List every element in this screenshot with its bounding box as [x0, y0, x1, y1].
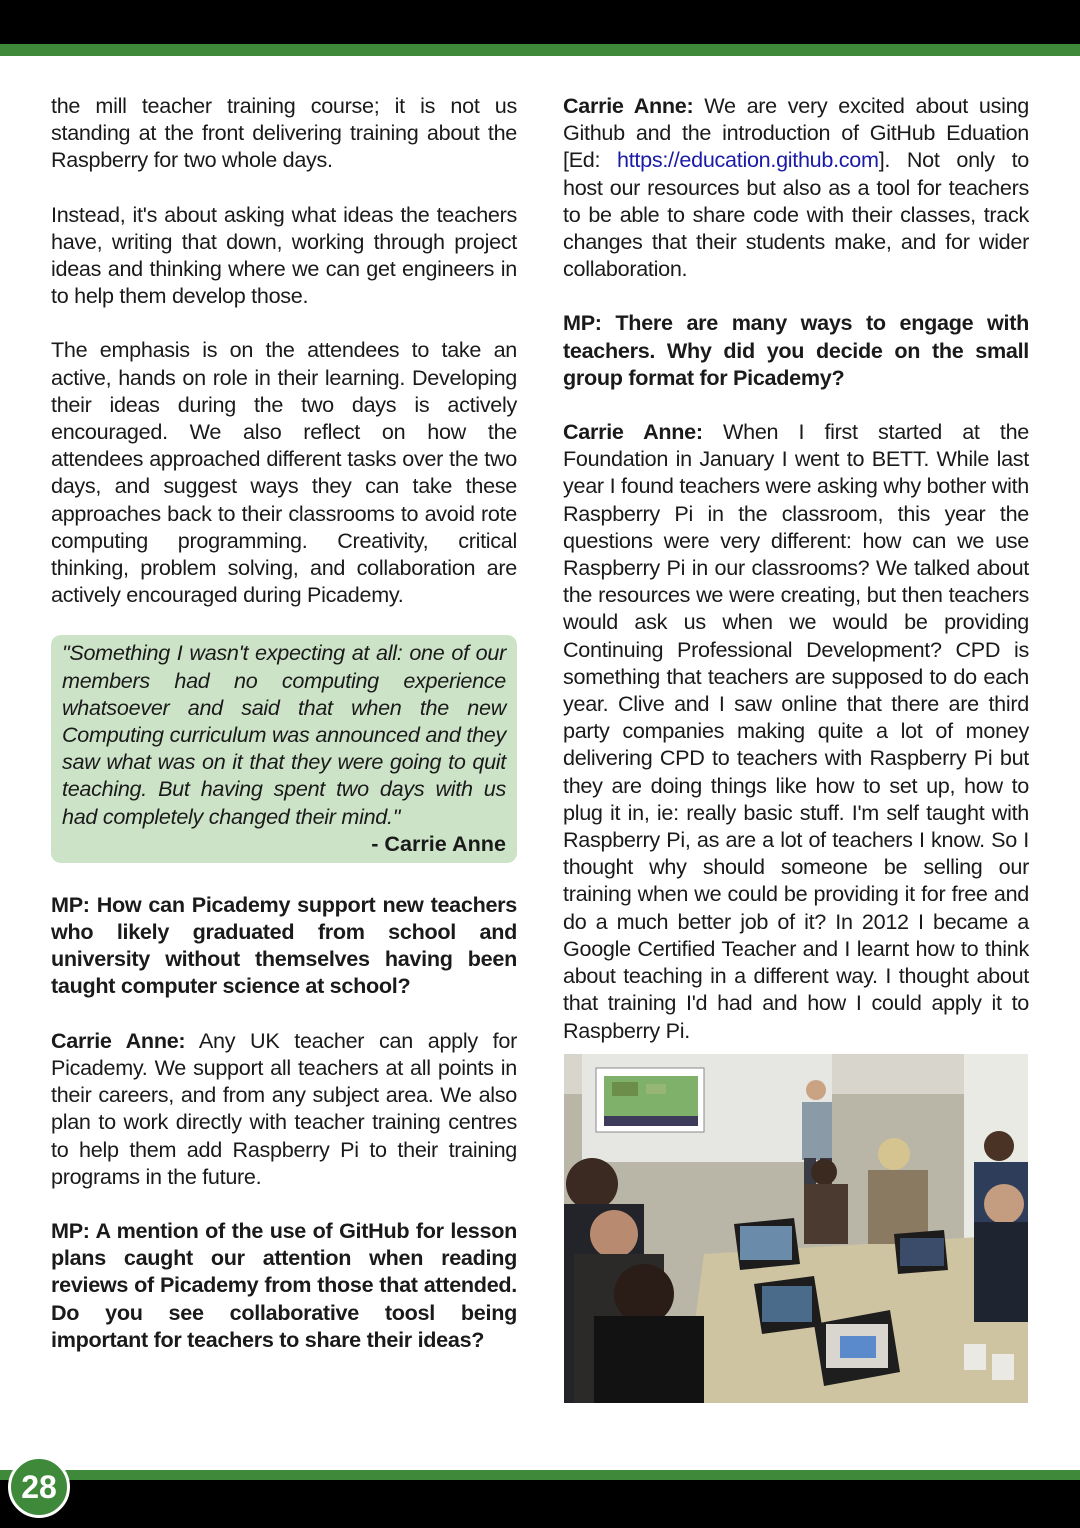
paragraph: Instead, it's about asking what ideas the teachers have, writing that down, working through project ideas and thinking where we can get engineers in to help them develop those. [51, 201, 517, 309]
left-column [51, 92, 517, 1380]
interview-question: MP: A mention of the use of GitHub for lesson plans caught our attention when reading reviews of Picademy from those that attended. Do you see collaborative toosl being important for teachers to share their ideas? [51, 1217, 517, 1352]
speaker-name: Carrie Anne: [563, 93, 694, 118]
picademy-workshop-photo [564, 1054, 1028, 1403]
interview-answer [51, 1027, 517, 1190]
interview-answer [563, 418, 1029, 1044]
workshop-photo-illustration [564, 1054, 1028, 1403]
answer-text: Any UK teacher can apply for Picademy. We support all teachers at all points in their careers, and from any subject area. We also plan to work directly with teacher training centres to help them add Raspberry Pi to their training programs in the future. [51, 1027, 517, 1189]
header-bar [0, 0, 1080, 44]
interview-question: MP: There are many ways to engage with teachers. Why did you decide on the small group format for Picademy? [563, 310, 1029, 390]
right-column [563, 92, 1029, 1071]
pull-quote [51, 635, 517, 862]
quote-text: "Something I wasn't expecting at all: one of our members had no computing experience whatsoever and said that when the new Computing curriculum was announced and they saw what was on it that they were going to quit teaching. But having spent two days with us had completely changed their mind." [62, 640, 506, 829]
header-green-stripe [0, 44, 1080, 56]
quote-attribution: - Carrie Anne [371, 830, 506, 856]
interview-question: MP: How can Picademy support new teachers who likely graduated from school and university without themselves having been taught computer science at school? [51, 891, 517, 999]
speaker-name: Carrie Anne: [563, 419, 703, 445]
page-number-badge: 28 [8, 1456, 70, 1518]
speaker-name: Carrie Anne: [51, 1027, 186, 1053]
answer-text: We are very excited about using Github and the introduction of GitHub Eduation [Ed: [563, 93, 1029, 173]
answer-text: ]. Not only to host our resources but also as a tool for teachers to be able to share code with their classes, track changes that their students make, and for wider collaboration. [563, 147, 1029, 282]
paragraph: The emphasis is on the attendees to take an active, hands on role in their learning. Developing their ideas during the two days is actively encouraged. We also reflect on how the attendees approached different tasks over the two days, and suggest ways they can take these approaches back to their classrooms to avoid rote computing programming. Creativity, critical thinking, problem solving, and collaboration are actively encouraged during Picademy. [51, 337, 517, 608]
footer-bar [0, 1480, 1080, 1528]
footer-green-stripe [0, 1470, 1080, 1480]
paragraph: the mill teacher training course; it is not us standing at the front delivering training about the Raspberry for two whole days. [51, 93, 517, 173]
interview-answer [563, 92, 1029, 282]
github-education-link[interactable]: https://education.github.com [617, 147, 879, 173]
answer-text: When I first started at the Foundation in January I went to BETT. While last year I found teachers were asking why bother with Raspberry Pi in the classroom, this year the questions were very different: how can we use Raspberry Pi in our classrooms? We talked about the resources we were creating, but then teachers would ask us when we would be providing Continuing Professional Development? CPD is something that teachers are supposed to do each year. Clive and I saw online that there are third party companies making quite a lot of money delivering CPD to teachers with Raspberry Pi but they are doing things like how to set up, how to plug it in, ie: really basic stuff. I'm self taught with Raspberry Pi, as are a lot of teachers I know. So I thought why should someone be selling our training when we could be providing it for free and do a much better job of it? In 2012 I became a Google Certified Teacher and I learnt how to think about teaching in a different way. I thought about that training I'd had and how I could apply it to Raspberry Pi. [563, 419, 1029, 1043]
